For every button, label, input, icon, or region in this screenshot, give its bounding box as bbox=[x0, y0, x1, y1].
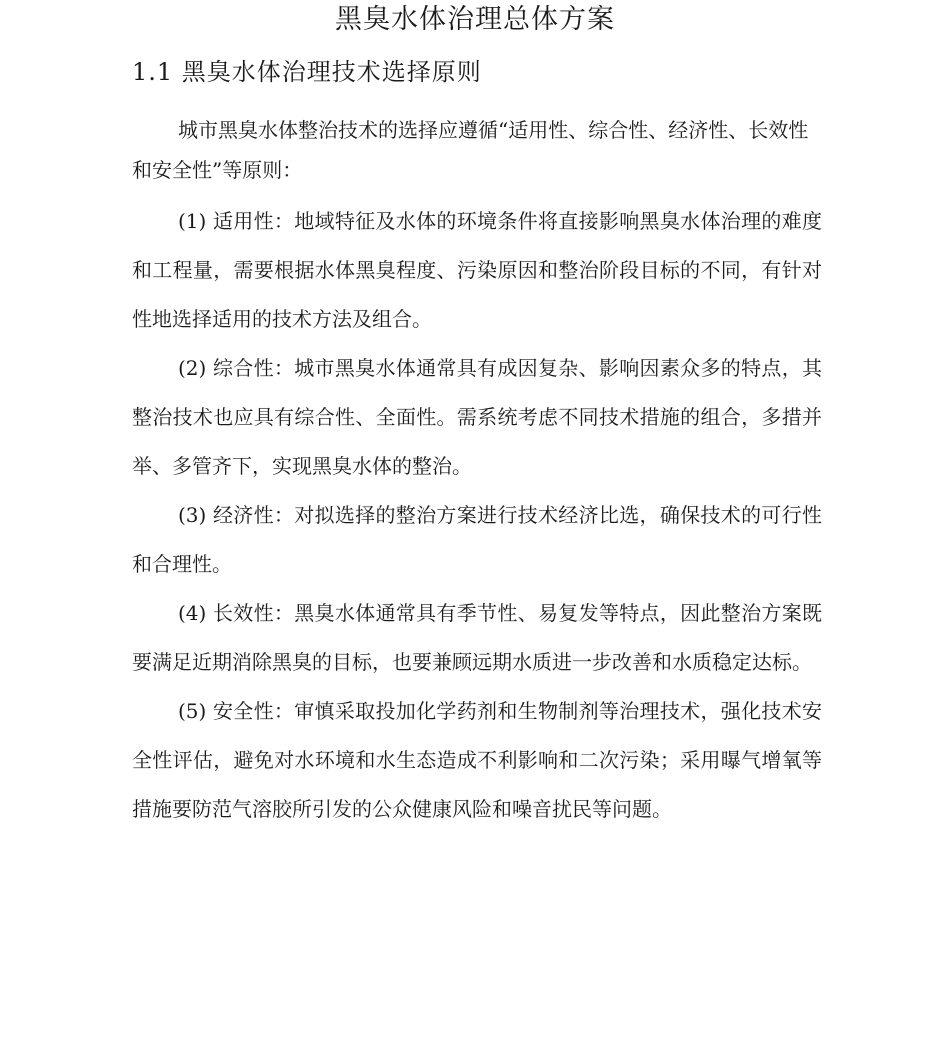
principle-applicability: (1) 适用性：地域特征及水体的环境条件将直接影响黑臭水体治理的难度和工程量，需要根据水体黑臭程度、污染原因和整治阶段目标的不同，有针对性地选择适用的技术方法及组合。 bbox=[132, 209, 822, 331]
document-title: 黑臭水体治理总体方案 bbox=[335, 4, 615, 35]
principle-comprehensiveness: (2) 综合性：城市黑臭水体通常具有成因复杂、影响因素众多的特点，其整治技术也应具有综合性、全面性。需系统考虑不同技术措施的组合，多措并举、多管齐下，实现黑臭水体的整治。 bbox=[132, 356, 822, 478]
section-heading: 1.1 黑臭水体治理技术选择原则 bbox=[132, 58, 482, 86]
intro-paragraph: 城市黑臭水体整治技术的选择应遵循“适用性、综合性、经济性、长效性和安全性”等原则： bbox=[132, 118, 809, 182]
principle-safety: (5) 安全性：审慎采取投加化学药剂和生物制剂等治理技术，强化技术安全性评估，避免对水环境和水生态造成不利影响和二次污染；采用曝气增氧等措施要防范气溶胶所引发的公众健康风险和噪音扰民等问题。 bbox=[132, 699, 822, 821]
principles-list bbox=[132, 197, 822, 834]
principle-economy: (3) 经济性：对拟选择的整治方案进行技术经济比选，确保技术的可行性和合理性。 bbox=[132, 503, 822, 576]
principle-long-term-effectiveness: (4) 长效性：黑臭水体通常具有季节性、易复发等特点，因此整治方案既要满足近期消除黑臭的目标，也要兼顾远期水质进一步改善和水质稳定达标。 bbox=[132, 601, 822, 674]
